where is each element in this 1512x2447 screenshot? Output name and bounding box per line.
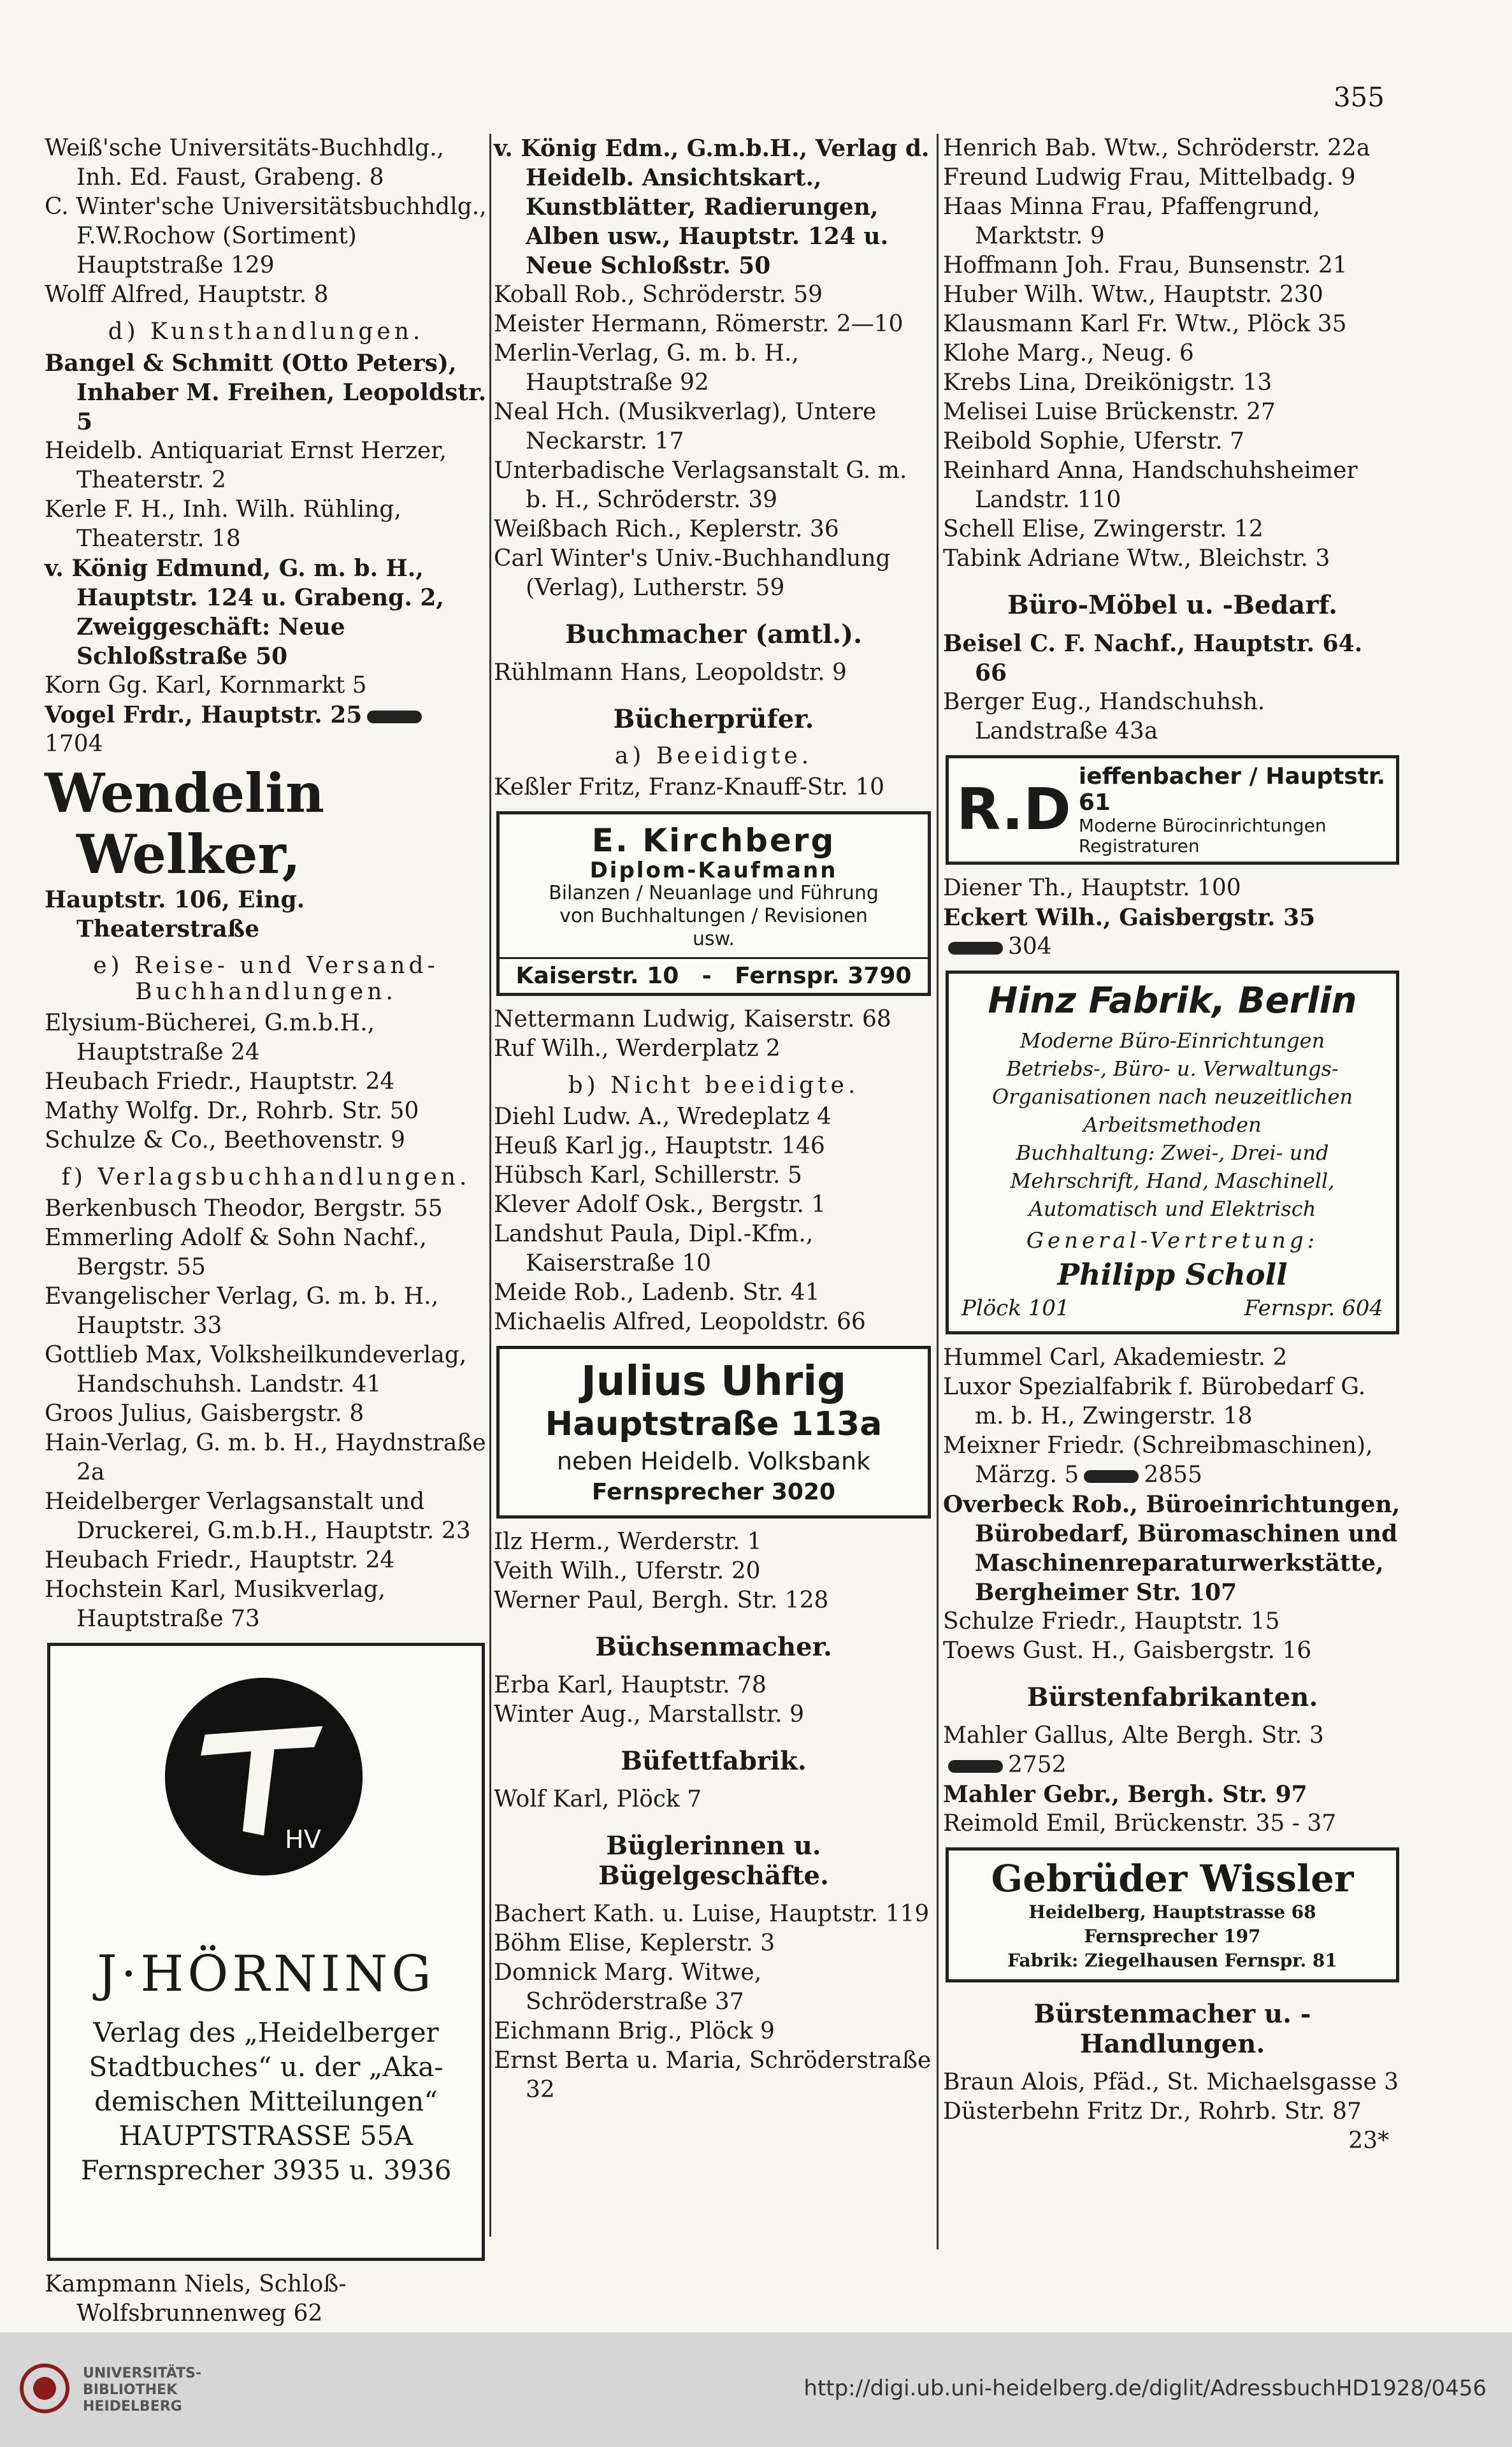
ad-phone: Fernspr. 604 [1244, 1296, 1383, 1321]
entry: Landshut Paula, Dipl.-Kfm., Kaiserstraße 10 [494, 1221, 814, 1276]
entry: Mahler Gallus, Alte Bergh. Str. 3 [943, 1722, 1324, 1749]
entry: Bangel & Schmitt (Otto Peters), Inhaber M. Freihen, Leopoldstr. 5 [45, 350, 487, 435]
kirchberg-title: E. Kirchberg [591, 822, 836, 859]
wissler-title: Gebrüder Wissler [991, 1857, 1354, 1900]
uhrig-title: Julius Uhrig [580, 1358, 847, 1405]
entry: Böhm Elise, Keplerstr. 3 [494, 1930, 775, 1956]
heading-buerstenmacher: Bürstenmacher u. -Handlungen. [1033, 1999, 1311, 2059]
kirchberg-contact [500, 957, 928, 993]
entry: Braun Alois, Pfäd., St. Michaelsgasse 3 [943, 2069, 1399, 2095]
entry: Carl Winter's Univ.-Buchhandlung (Verlag), Lutherstr. 59 [494, 545, 891, 601]
ad-line: Arbeitsmethoden [1083, 1113, 1262, 1137]
heading-bueromoebel: Büro-Möbel u. -Bedarf. [1007, 590, 1338, 620]
library-seal-icon [19, 2363, 70, 2414]
entry: Eichmann Brig., Plöck 9 [494, 2018, 775, 2044]
dieffenbacher-initials: R.D [956, 776, 1071, 843]
entry: v. König Edm., G.m.b.H., Verlag d. Heidelb. Ansichtskart., Kunstblätter, Radierungen, Alben usw., Hauptstr. 124 u. Neue Schloßstr. 50 [494, 135, 930, 279]
hinz-advertisement [946, 971, 1399, 1334]
horning-text [50, 2016, 482, 2188]
page-signature: 23* [1348, 2128, 1389, 2154]
entry: Beisel C. F. Nachf., Hauptstr. 64. 66 [943, 630, 1363, 686]
ad-line: usw. [693, 928, 735, 950]
ad-line: Registraturen [1078, 835, 1200, 856]
entry: Evangelischer Verlag, G. m. b. H., Hauptstr. 33 [45, 1283, 439, 1339]
ad-line: Mehrschrift, Hand, Maschinell, [1010, 1169, 1335, 1193]
entry-text: Vogel Frdr., Hauptstr. 25 [45, 702, 363, 728]
entry: Weißbach Rich., Keplerstr. 36 [494, 516, 839, 542]
entry: Korn Gg. Karl, Kornmarkt 5 [45, 672, 367, 698]
phone-number: 1704 [45, 731, 103, 757]
entry: Keßler Fritz, Franz-Knauff-Str. 10 [494, 774, 885, 800]
heading-buecherpruefer: Bücherprüfer. [613, 704, 814, 734]
entry: Hauptstr. 106, Eing. Theaterstraße [45, 886, 305, 942]
entry: Ernst Berta u. Maria, Schröderstraße 32 [494, 2047, 932, 2103]
entry: Wolff Alfred, Hauptstr. 8 [45, 282, 329, 308]
ad-line: Moderne Büro-Einrichtungen [1019, 1029, 1325, 1053]
entry: C. Winter'sche Universitätsbuchhdlg., F.W.Rochow (Sortiment) Hauptstraße 129 [45, 194, 487, 278]
library-name-line: BIBLIOTHEK [83, 2382, 178, 2398]
telephone-icon [948, 942, 1003, 955]
section-heading-reise-versand: e) Reise- und Versand-Buchhandlungen. [93, 953, 439, 1005]
ad-line: Verlag des „Heidelberger [93, 2017, 439, 2048]
entry: Merlin-Verlag, G. m. b. H., Hauptstraße 92 [494, 340, 799, 396]
ad-address: Kaiserstr. 10 [515, 963, 679, 989]
entry: Berger Eug., Handschuhsh. Landstraße 43a [943, 689, 1265, 744]
entry: Klever Adolf Osk., Bergstr. 1 [494, 1192, 826, 1218]
ad-line: Moderne Bürocinrichtungen [1078, 815, 1327, 836]
hinz-agent-name: Philipp Scholl [1057, 1257, 1288, 1292]
page-number: 355 [1333, 82, 1385, 113]
entry: Eckert Wilh., Gaisbergstr. 35 [943, 904, 1316, 931]
column-1 [45, 134, 487, 2327]
ad-line: demischen Mitteilungen“ [94, 2086, 438, 2117]
entry: Tabink Adriane Wtw., Bleichstr. 3 [943, 545, 1330, 572]
telephone-icon [367, 711, 422, 723]
ad-phone: Fernspr. 3790 [735, 963, 912, 989]
entry: Klohe Marg., Neug. 6 [943, 340, 1194, 366]
entry: Overbeck Rob., Büroeinrichtungen, Bürobedarf, Büromaschinen und Maschinenreparaturwerkstätte, Bergheimer Str. 107 [943, 1491, 1400, 1606]
horning-logo-icon [159, 1671, 369, 1882]
ad-line: HAUPTSTRASSE 55A [119, 2120, 414, 2151]
entry: Weiß'sche Universitäts-Buchhdlg., Inh. Ed. Faust, Grabeng. 8 [45, 135, 444, 191]
entry: Henrich Bab. Wtw., Schröderstr. 22a [943, 135, 1371, 161]
entry: Elysium-Bücherei, G.m.b.H., Hauptstraße 24 [45, 1010, 375, 1065]
ad-line: Heidelberg, Hauptstrasse 68 [1028, 1902, 1316, 1923]
entry [45, 700, 487, 730]
entry: Düsterbehn Fritz Dr., Rohrb. Str. 87 [943, 2098, 1362, 2125]
uhrig-line: neben Heidelb. Volksbank [556, 1447, 871, 1475]
entry: Groos Julius, Gaisbergstr. 8 [45, 1401, 364, 1427]
entry: Kerle F. H., Inh. Wilh. Rühling, Theaterstr. 18 [45, 496, 401, 552]
entry: Berkenbusch Theodor, Bergstr. 55 [45, 1195, 443, 1222]
entry: Krebs Lina, Dreikönigstr. 13 [943, 370, 1272, 396]
entry: Heidelberger Verlagsanstalt und Druckerei, G.m.b.H., Hauptstr. 23 [45, 1489, 471, 1544]
dieffenbacher-name: ieffenbacher / Hauptstr. 61 [1078, 763, 1386, 816]
heading-buefettfabrik: Büfettfabrik. [621, 1746, 807, 1776]
telephone-icon [948, 1760, 1003, 1773]
kirchberg-subtitle: Diplom-Kaufmann [589, 858, 838, 883]
entry: Hübsch Karl, Schillerstr. 5 [494, 1162, 802, 1188]
logo-lettering: HV [285, 1825, 321, 1855]
hinz-general: General-Vertretung: [1026, 1228, 1319, 1253]
entry: Nettermann Ludwig, Kaiserstr. 68 [494, 1006, 891, 1032]
entry: Freund Ludwig Frau, Mittelbadg. 9 [943, 164, 1356, 191]
column-3 [943, 134, 1402, 2269]
entry: Melisei Luise Brückenstr. 27 [943, 399, 1276, 425]
entry: Reimold Emil, Brückenstr. 35 - 37 [943, 1810, 1337, 1837]
entry: Klausmann Karl Fr. Wtw., Plöck 35 [943, 311, 1347, 337]
entry-text: Meixner Friedr. (Schreibmaschinen), Märzg. 5 [943, 1433, 1373, 1488]
ad-line: Organisationen nach neuzeitlichen [991, 1085, 1353, 1109]
dieffenbacher-advertisement [946, 755, 1399, 865]
ad-line: Betriebs-, Büro- u. Verwaltungs- [1006, 1057, 1339, 1081]
dieffenbacher-text [1079, 763, 1388, 856]
entry: Emmerling Adolf & Sohn Nachf., Bergstr. 55 [45, 1225, 427, 1280]
entry: Schell Elise, Zwingerstr. 12 [943, 516, 1264, 542]
entry [943, 1750, 1402, 1780]
heading-buechsenmacher: Büchsenmacher. [595, 1632, 832, 1662]
uhrig-advertisement [496, 1346, 931, 1519]
phone-number: 2752 [1008, 1752, 1067, 1778]
sub-heading-nicht-beeidigte: b) Nicht beeidigte. [568, 1072, 860, 1099]
section-heading-verlagsbuchhandlungen: f) Verlagsbuchhandlungen. [61, 1164, 471, 1190]
entry: Hochstein Karl, Musikverlag, Hauptstraße 73 [45, 1577, 385, 1632]
entry: Winter Aug., Marstallstr. 9 [494, 1701, 805, 1728]
entry: Meide Rob., Ladenb. Str. 41 [494, 1280, 820, 1306]
ad-line: Fernsprecher 3935 u. 3936 [80, 2155, 452, 2186]
entry: Reinhard Anna, Handschuhsheimer Landstr. 110 [943, 458, 1358, 513]
column-rule-1 [489, 134, 491, 2237]
library-footer [0, 2332, 1512, 2447]
entry: Hoffmann Joh. Frau, Bunsenstr. 21 [943, 252, 1348, 278]
entry: Ruf Wilh., Werderplatz 2 [494, 1036, 781, 1062]
heading-buchmacher: Buchmacher (amtl.). [565, 619, 863, 649]
ad-line: von Buchhaltungen / Revisionen [559, 905, 868, 927]
entry: Gottlieb Max, Volksheilkundeverlag, Handschuhsh. Landstr. 41 [45, 1342, 467, 1397]
entry: Mathy Wolfg. Dr., Rohrb. Str. 50 [45, 1098, 419, 1124]
heading-buegler: Büglerinnen u. Bügelgeschäfte. [598, 1831, 829, 1891]
entry: Rühlmann Hans, Leopoldstr. 9 [494, 660, 847, 686]
ad-line: Fabrik: Ziegelhausen Fernspr. 81 [1007, 1950, 1337, 1971]
entry: Huber Wilh. Wtw., Hauptstr. 230 [943, 282, 1323, 308]
telephone-icon [1084, 1470, 1139, 1483]
ad-line: Stadtbuches“ u. der „Aka- [89, 2051, 443, 2082]
entry: Reibold Sophie, Uferstr. 7 [943, 428, 1245, 454]
entry: Luxor Spezialfabrik f. Bürobedarf G. m. b. H., Zwingerstr. 18 [943, 1374, 1366, 1429]
entry: Heubach Friedr., Hauptstr. 24 [45, 1069, 395, 1095]
entry: Diehl Ludw. A., Wredeplatz 4 [494, 1104, 832, 1130]
column-2 [494, 134, 933, 2269]
entry: Mahler Gebr., Bergh. Str. 97 [943, 1781, 1307, 1808]
entry: Koball Rob., Schröderstr. 59 [494, 282, 823, 308]
entry: Toews Gust. H., Gaisbergstr. 16 [943, 1638, 1312, 1664]
uhrig-phone: Fernsprecher 3020 [591, 1479, 836, 1505]
entry: Erba Karl, Hauptstr. 78 [494, 1672, 767, 1698]
library-name [83, 2365, 201, 2415]
phone-number: 2855 [1144, 1462, 1202, 1488]
entry: Wolf Karl, Plöck 7 [494, 1786, 702, 1812]
source-url-link[interactable]: http://digi.ub.uni-heidelberg.de/diglit/AdressbuchHD1928/0456 [803, 2376, 1487, 2401]
entry: v. König Edmund, G. m. b. H., Hauptstr. 124 u. Grabeng. 2, Zweiggeschäft: Neue Schloßstraße 50 [45, 555, 444, 670]
sub-heading-beeidigte: a) Beeidigte. [614, 743, 813, 769]
kirchberg-advertisement [496, 811, 931, 996]
ad-line: Buchhaltung: Zwei-, Drei- und [1016, 1141, 1329, 1165]
entry [943, 1431, 1402, 1490]
entry: Domnick Marg. Witwe, Schröderstraße 37 [494, 1960, 762, 2015]
entry: Heuß Karl jg., Hauptstr. 146 [494, 1133, 825, 1159]
entry: Werner Paul, Bergh. Str. 128 [494, 1587, 829, 1613]
entry: Michaelis Alfred, Leopoldstr. 66 [494, 1309, 866, 1335]
entry [943, 932, 1402, 962]
entry: Heidelb. Antiquariat Ernst Herzer, Theaterstr. 2 [45, 438, 447, 493]
section-heading-kunsthandlungen: d) Kunsthandlungen. [108, 319, 424, 345]
ad-address: Plöck 101 [961, 1296, 1070, 1321]
heading-buerstenfabrikanten: Bürstenfabrikanten. [1026, 1682, 1318, 1712]
entry: Veith Wilh., Uferstr. 20 [494, 1558, 761, 1584]
horning-title: J·HÖRNING [97, 1945, 435, 2003]
wendelin-welker-name: Wendelin Welker, [45, 762, 325, 886]
uhrig-street: Hauptstraße 113a [545, 1405, 882, 1443]
entry: Neal Hch. (Musikverlag), Untere Neckarstr. 17 [494, 399, 877, 454]
wissler-advertisement [946, 1847, 1399, 1982]
phone-number: 304 [1008, 934, 1052, 960]
entry: Heubach Friedr., Hauptstr. 24 [45, 1547, 395, 1573]
entry: Bachert Kath. u. Luise, Hauptstr. 119 [494, 1901, 930, 1927]
ad-line: Fernsprecher 197 [1084, 1926, 1261, 1947]
hinz-title: Hinz Fabrik, Berlin [988, 980, 1357, 1021]
library-name-line: UNIVERSITÄTS- [83, 2365, 202, 2381]
entry: Schulze Friedr., Hauptstr. 15 [943, 1608, 1280, 1635]
entry: Meister Hermann, Römerstr. 2—10 [494, 311, 904, 337]
column-rule-2 [937, 134, 939, 2249]
horning-advertisement [47, 1643, 485, 2261]
ad-line: Bilanzen / Neuanlage und Führung [549, 882, 879, 904]
ad-line: Automatisch und Elektrisch [1028, 1197, 1316, 1221]
entry: Hummel Carl, Akademiestr. 2 [943, 1345, 1288, 1371]
entry: Kampmann Niels, Schloß-Wolfsbrunnenweg 62 [45, 2271, 347, 2327]
library-name-line: HEIDELBERG [83, 2399, 182, 2415]
hinz-contact [955, 1296, 1390, 1321]
entry: Ilz Herm., Werderstr. 1 [494, 1529, 762, 1555]
entry: Unterbadische Verlagsanstalt G. m. b. H., Schröderstr. 39 [494, 458, 907, 513]
ad-separator: - [702, 963, 712, 989]
entry: Diener Th., Hauptstr. 100 [943, 875, 1241, 901]
entry: Hain-Verlag, G. m. b. H., Haydnstraße 2a [45, 1430, 486, 1485]
entry: Haas Minna Frau, Pfaffengrund, Marktstr. 9 [943, 194, 1320, 249]
entry: Schulze & Co., Beethovenstr. 9 [45, 1127, 406, 1153]
